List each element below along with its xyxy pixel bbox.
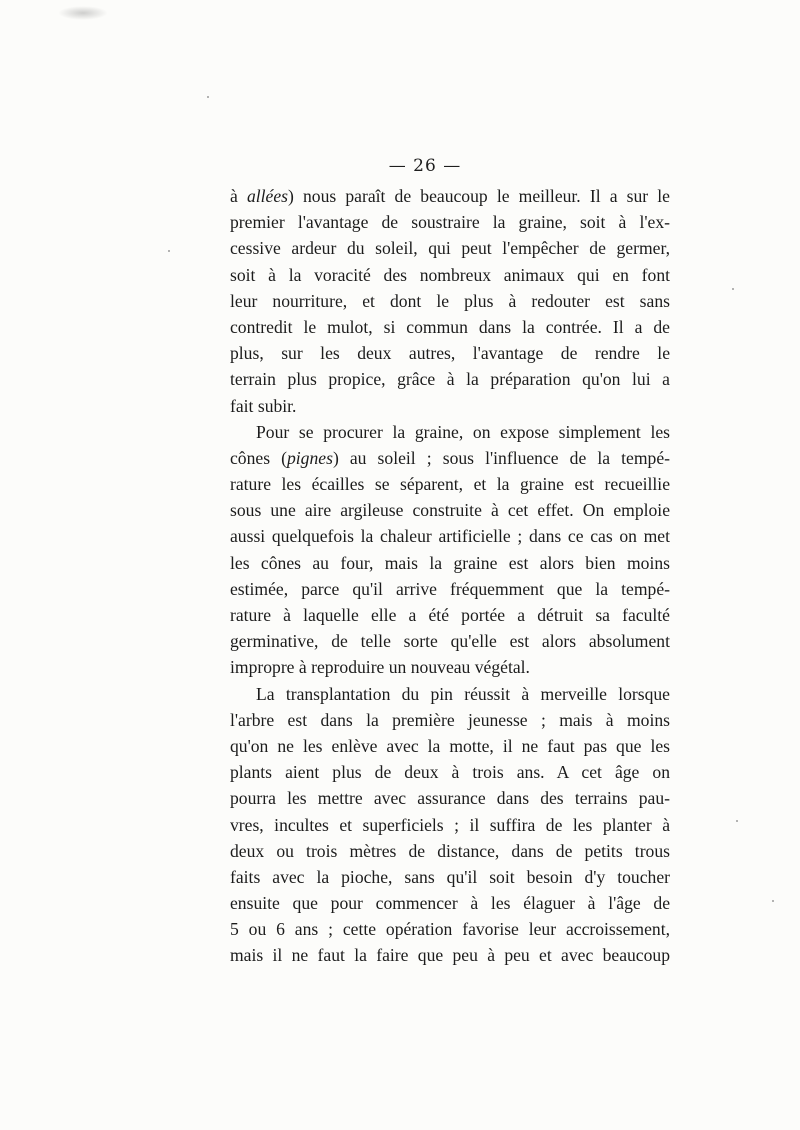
italic-term: pignes [287, 447, 333, 468]
text-line: deux ou trois mètres de distance, dans de petits trous [230, 840, 670, 861]
text-line: soit à la voracité des nombreux animaux qui en font [230, 264, 670, 285]
text-line: plus, sur les deux autres, l'avantage de rendre le [230, 343, 670, 364]
text-line: La transplantation du pin réussit à merveille lorsque [256, 683, 670, 704]
speck [207, 96, 209, 98]
text-line: qu'on ne les enlève avec la motte, il ne faut pas que les [230, 735, 670, 756]
page-number: — 26 — [388, 156, 462, 176]
ink-smudge [58, 6, 108, 20]
text-line: rature les écailles se séparent, et la graine est recueillie [230, 474, 670, 495]
text-line: leur nourriture, et dont le plus à redouter est sans [230, 290, 670, 311]
text-line: cessive ardeur du soleil, qui peut l'empêcher de germer, [230, 238, 670, 259]
text-line: vres, incultes et superficiels ; il suffira de les planter à [230, 814, 670, 835]
text-line: faits avec la pioche, sans qu'il soit besoin d'y toucher [230, 866, 670, 887]
text-line: terrain plus propice, grâce à la préparation qu'on lui a [230, 369, 670, 390]
speck [168, 250, 170, 252]
italic-term: allées [246, 186, 288, 206]
text-line: les cônes au four, mais la graine est alors bien moins [230, 552, 670, 573]
text-line: rature à laquelle elle a été portée a détruit sa faculté [230, 605, 670, 625]
text-line: mais il ne faut la faire que peu à peu et avec beaucoup [230, 945, 670, 966]
text-line: fait subir. [230, 395, 297, 416]
text-line: 5 ou 6 ans ; cette opération favorise leur accroissement, [230, 919, 670, 940]
text-line: pourra les mettre avec assurance dans des terrains pau- [230, 788, 670, 809]
body-text [230, 183, 670, 969]
text-line: Pour se procurer la graine, on expose simplement les [256, 421, 670, 442]
speck [736, 820, 738, 822]
text-line: à allées) nous paraît de beaucoup le meilleur. Il a sur le [230, 186, 670, 206]
text-line: aussi quelquefois la chaleur artificielle ; dans ce cas on met [230, 526, 670, 547]
text-line: plants aient plus de deux à trois ans. A cet âge on [230, 762, 670, 783]
paragraph [230, 681, 670, 969]
text-line: sous une aire argileuse construite à cet effet. On emploie [230, 500, 670, 521]
text-line: premier l'avantage de soustraire la graine, soit à l'ex- [230, 212, 670, 233]
paragraph [230, 419, 670, 681]
text-line: contredit le mulot, si commun dans la contrée. Il a de [230, 316, 670, 337]
speck [732, 288, 734, 290]
paragraph [230, 183, 670, 419]
text-line: l'arbre est dans la première jeunesse ; mais à moins [230, 709, 670, 730]
text-line: germinative, de telle sorte qu'elle est alors absolument [230, 631, 670, 652]
text-line: impropre à reproduire un nouveau végétal. [230, 657, 530, 678]
text-line: estimée, parce qu'il arrive fréquemment que la tempé- [230, 578, 670, 599]
text-line: ensuite que pour commencer à les élaguer à l'âge de [230, 893, 670, 914]
text-line: cônes (pignes) au soleil ; sous l'influence de la tempé- [230, 447, 670, 468]
speck [772, 900, 774, 902]
